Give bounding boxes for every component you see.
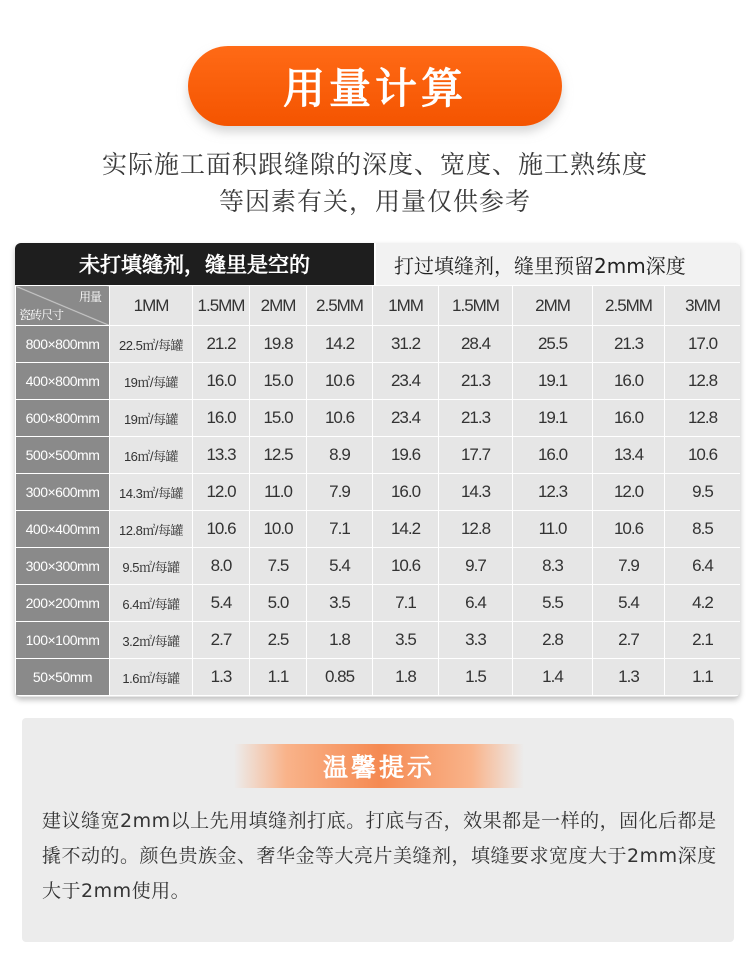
- usage-cell: 16.0: [193, 363, 250, 400]
- coverage-cell: 14.3㎡/每罐: [110, 474, 193, 511]
- page-title: 用量计算: [188, 46, 562, 126]
- column-header: 2.5MM: [307, 286, 373, 326]
- usage-cell: 2.7: [593, 622, 665, 659]
- usage-cell: 10.6: [307, 400, 373, 437]
- usage-cell: 7.9: [593, 548, 665, 585]
- usage-cell: 28.4: [439, 326, 513, 363]
- table-row: [16, 400, 741, 437]
- usage-cell: 8.0: [193, 548, 250, 585]
- tile-size-cell: 300×600mm: [16, 474, 110, 511]
- usage-cell: 3.5: [307, 585, 373, 622]
- group-header-unfilled: 未打填缝剂，缝里是空的: [15, 243, 374, 285]
- subtitle-line-1: 实际施工面积跟缝隙的深度、宽度、施工熟练度: [101, 150, 648, 179]
- usage-cell: 5.4: [307, 548, 373, 585]
- corner-size-label: 瓷砖尺寸: [19, 308, 64, 322]
- usage-cell: 6.4: [439, 585, 513, 622]
- usage-cell: 7.1: [373, 585, 439, 622]
- usage-cell: 3.3: [439, 622, 513, 659]
- usage-cell: 5.5: [513, 585, 593, 622]
- usage-cell: 19.8: [250, 326, 307, 363]
- tile-size-cell: 400×400mm: [16, 511, 110, 548]
- usage-cell: 10.6: [193, 511, 250, 548]
- usage-cell: 0.85: [307, 659, 373, 696]
- corner-usage-label: 用量: [78, 290, 101, 304]
- table-row: [16, 437, 741, 474]
- usage-cell: 31.2: [373, 326, 439, 363]
- usage-cell: 14.2: [373, 511, 439, 548]
- usage-cell: 12.8: [439, 511, 513, 548]
- column-header-row: [16, 286, 741, 326]
- usage-cell: 12.8: [665, 363, 741, 400]
- column-header: 2MM: [250, 286, 307, 326]
- usage-cell: 2.5: [250, 622, 307, 659]
- usage-cell: 16.0: [593, 400, 665, 437]
- usage-cell: 10.6: [665, 437, 741, 474]
- tile-size-cell: 50×50mm: [16, 659, 110, 696]
- usage-cell: 16.0: [373, 474, 439, 511]
- table-row: [16, 474, 741, 511]
- usage-cell: 25.5: [513, 326, 593, 363]
- column-header: 1.5MM: [439, 286, 513, 326]
- tile-size-cell: 200×200mm: [16, 585, 110, 622]
- usage-cell: 5.4: [193, 585, 250, 622]
- tile-size-cell: 500×500mm: [16, 437, 110, 474]
- coverage-cell: 22.5㎡/每罐: [110, 326, 193, 363]
- tile-size-cell: 400×800mm: [16, 363, 110, 400]
- usage-cell: 9.7: [439, 548, 513, 585]
- coverage-cell: 6.4㎡/每罐: [110, 585, 193, 622]
- usage-cell: 15.0: [250, 363, 307, 400]
- tile-size-cell: 800×800mm: [16, 326, 110, 363]
- usage-cell: 1.1: [250, 659, 307, 696]
- table-row: [16, 659, 741, 696]
- usage-cell: 1.4: [513, 659, 593, 696]
- usage-cell: 21.3: [439, 400, 513, 437]
- usage-cell: 3.5: [373, 622, 439, 659]
- usage-cell: 19.6: [373, 437, 439, 474]
- corner-header-cell: [16, 286, 110, 326]
- usage-table: [15, 243, 740, 697]
- usage-cell: 1.3: [593, 659, 665, 696]
- column-header: 2.5MM: [593, 286, 665, 326]
- usage-cell: 2.8: [513, 622, 593, 659]
- table-row: [16, 363, 741, 400]
- usage-cell: 6.4: [665, 548, 741, 585]
- tile-size-cell: 300×300mm: [16, 548, 110, 585]
- subtitle-line-2: 等因素有关，用量仅供参考: [218, 187, 531, 216]
- coverage-cell: 9.5㎡/每罐: [110, 548, 193, 585]
- coverage-cell: 1.6㎡/每罐: [110, 659, 193, 696]
- tile-size-cell: 600×800mm: [16, 400, 110, 437]
- usage-cell: 8.9: [307, 437, 373, 474]
- usage-cell: 4.2: [665, 585, 741, 622]
- usage-cell: 23.4: [373, 363, 439, 400]
- usage-cell: 21.2: [193, 326, 250, 363]
- tips-body: 建议缝宽2mm以上先用填缝剂打底。打底与否，效果都是一样的，固化后都是撬不动的。颜色贵族金、奢华金等大亮片美缝剂，填缝要求宽度大于2mm深度大于2mm使用。: [42, 810, 717, 902]
- tips-panel: [22, 718, 734, 942]
- usage-cell: 7.5: [250, 548, 307, 585]
- usage-cell: 19.1: [513, 363, 593, 400]
- usage-cell: 11.0: [513, 511, 593, 548]
- usage-cell: 1.5: [439, 659, 513, 696]
- usage-cell: 8.3: [513, 548, 593, 585]
- usage-cell: 21.3: [593, 326, 665, 363]
- usage-cell: 12.0: [593, 474, 665, 511]
- usage-cell: 1.3: [193, 659, 250, 696]
- usage-cell: 21.3: [439, 363, 513, 400]
- usage-cell: 10.6: [593, 511, 665, 548]
- usage-cell: 13.4: [593, 437, 665, 474]
- usage-cell: 15.0: [250, 400, 307, 437]
- subtitle: [0, 146, 750, 220]
- usage-cell: 12.0: [193, 474, 250, 511]
- usage-cell: 16.0: [513, 437, 593, 474]
- usage-cell: 7.9: [307, 474, 373, 511]
- column-header: 1MM: [373, 286, 439, 326]
- usage-cell: 14.2: [307, 326, 373, 363]
- usage-cell: 10.0: [250, 511, 307, 548]
- usage-cell: 10.6: [307, 363, 373, 400]
- column-header: 2MM: [513, 286, 593, 326]
- usage-cell: 14.3: [439, 474, 513, 511]
- usage-cell: 13.3: [193, 437, 250, 474]
- usage-cell: 5.0: [250, 585, 307, 622]
- table-row: [16, 585, 741, 622]
- usage-cell: 16.0: [193, 400, 250, 437]
- usage-cell: 12.8: [665, 400, 741, 437]
- table-group-header: [15, 243, 740, 285]
- usage-cell: 7.1: [307, 511, 373, 548]
- usage-cell: 17.7: [439, 437, 513, 474]
- coverage-cell: 16㎡/每罐: [110, 437, 193, 474]
- usage-cell: 1.8: [307, 622, 373, 659]
- table-row: [16, 548, 741, 585]
- usage-cell: 23.4: [373, 400, 439, 437]
- usage-cell: 5.4: [593, 585, 665, 622]
- usage-grid: [15, 285, 740, 696]
- tips-title: 温馨提示: [234, 744, 524, 788]
- usage-cell: 12.3: [513, 474, 593, 511]
- usage-cell: 2.1: [665, 622, 741, 659]
- group-header-prefilled: 打过填缝剂，缝里预留2mm深度: [374, 243, 740, 285]
- usage-cell: 2.7: [193, 622, 250, 659]
- coverage-cell: 12.8㎡/每罐: [110, 511, 193, 548]
- coverage-cell: 3.2㎡/每罐: [110, 622, 193, 659]
- usage-cell: 16.0: [593, 363, 665, 400]
- usage-cell: 10.6: [373, 548, 439, 585]
- table-row: [16, 511, 741, 548]
- usage-cell: 12.5: [250, 437, 307, 474]
- coverage-cell: 19㎡/每罐: [110, 400, 193, 437]
- usage-cell: 9.5: [665, 474, 741, 511]
- usage-cell: 8.5: [665, 511, 741, 548]
- usage-cell: 1.8: [373, 659, 439, 696]
- tile-size-cell: 100×100mm: [16, 622, 110, 659]
- column-header: 1MM: [110, 286, 193, 326]
- usage-cell: 17.0: [665, 326, 741, 363]
- usage-cell: 1.1: [665, 659, 741, 696]
- coverage-cell: 19㎡/每罐: [110, 363, 193, 400]
- column-header: 3MM: [665, 286, 741, 326]
- column-header: 1.5MM: [193, 286, 250, 326]
- table-row: [16, 326, 741, 363]
- usage-cell: 11.0: [250, 474, 307, 511]
- table-row: [16, 622, 741, 659]
- usage-cell: 19.1: [513, 400, 593, 437]
